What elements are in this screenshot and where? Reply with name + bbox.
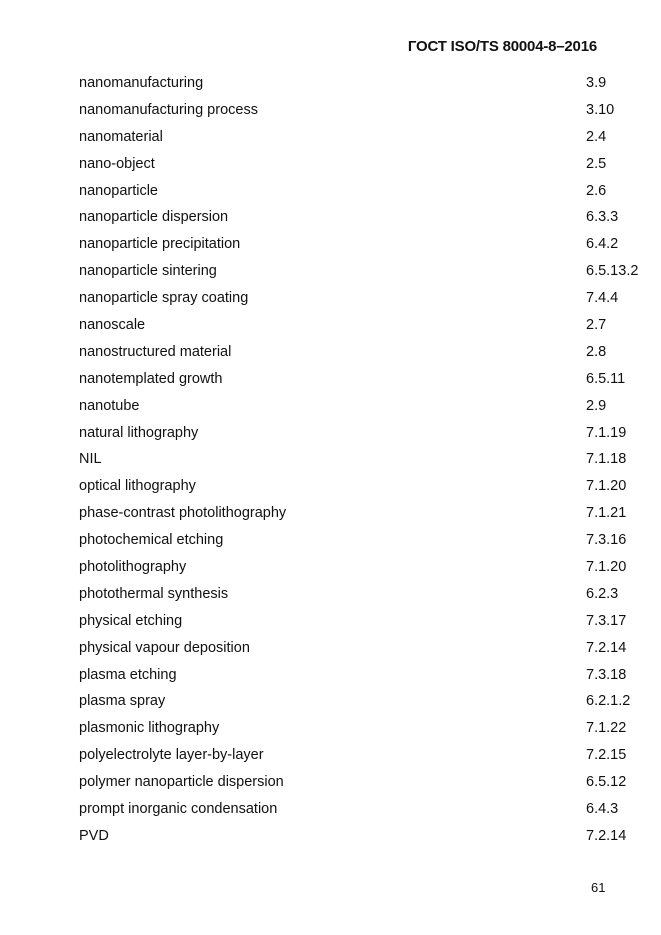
index-term: nanoparticle precipitation [79,236,241,253]
index-entry [79,258,649,285]
index-reference: 7.1.22 [586,720,627,737]
index-reference: 7.1.19 [586,424,627,441]
index-reference: 6.4.3 [586,801,619,818]
index-reference: 7.2.14 [586,639,627,656]
index-reference: 2.5 [586,155,607,172]
index-term: physical etching [79,612,183,629]
index-term: nano-object [79,155,155,172]
index-entry [79,339,649,366]
index-term: PVD [79,827,109,844]
index-reference: 6.5.11 [586,370,626,387]
index-entry [79,446,649,473]
index-term: nanomanufacturing [79,75,204,91]
index-reference: 2.8 [586,343,607,360]
page-number: 61 [591,880,606,895]
index-reference: 2.9 [586,397,607,414]
index-term: plasmonic lithography [79,720,220,737]
index-entry [79,715,649,742]
index-term: natural lithography [79,424,199,441]
index-reference: 7.2.14 [586,827,627,844]
index-reference: 2.4 [586,128,607,145]
index-term: nanoparticle sintering [79,263,217,280]
index-entry [79,366,649,393]
index-entry [79,285,649,312]
index-term: nanoparticle spray coating [79,290,249,307]
index-term: photochemical etching [79,532,224,549]
index-reference: 2.7 [586,317,607,334]
index-term: NIL [79,451,102,468]
index-entry [79,608,649,635]
index-entry [79,823,649,850]
index-entry [79,312,649,339]
index-term: polyelectrolyte layer-by-layer [79,747,264,764]
index-term: physical vapour deposition [79,639,250,656]
index-term: nanoscale [79,317,146,334]
index-reference: 6.2.1.2 [586,693,631,710]
index-entry [79,769,649,796]
index-reference: 2.6 [586,182,607,199]
index-entry [79,420,649,447]
index-term: nanoparticle dispersion [79,209,229,226]
index-reference: 7.3.17 [586,612,627,629]
index-entry [79,124,649,151]
index-entry [79,581,649,608]
index-term: photothermal synthesis [79,585,229,602]
index-term: nanotemplated growth [79,370,223,387]
index-list [79,70,649,850]
index-reference: 6.5.12 [586,774,627,791]
index-reference: 6.4.2 [586,236,619,253]
index-entry [79,70,649,97]
index-entry [79,554,649,581]
index-term: nanoparticle [79,182,158,199]
index-reference: 6.3.3 [586,209,619,226]
index-reference: 6.5.13.2 [586,263,639,280]
index-term: nanostructured material [79,343,232,360]
index-entry [79,473,649,500]
index-entry [79,204,649,231]
index-entry [79,796,649,823]
index-reference: 3.10 [586,101,615,118]
index-reference: 7.4.4 [586,290,619,307]
index-entry [79,742,649,769]
index-entry [79,635,649,662]
index-reference: 7.3.18 [586,666,627,683]
index-entry [79,662,649,689]
index-entry [79,393,649,420]
index-term: nanomanufacturing process [79,101,258,118]
index-reference: 7.3.16 [586,532,627,549]
index-reference: 7.1.20 [586,559,627,576]
index-entry [79,688,649,715]
index-reference: 6.2.3 [586,585,619,602]
index-reference: 3.9 [586,75,607,91]
standard-code-header: ГОСТ ISO/TS 80004-8–2016 [407,38,597,55]
index-term: phase-contrast photolithography [79,505,287,522]
index-entry [79,178,649,205]
index-term: photolithography [79,559,187,576]
index-reference: 7.1.21 [586,505,627,522]
index-entry [79,151,649,178]
index-term: prompt inorganic condensation [79,801,278,818]
index-entry [79,500,649,527]
index-term: nanomaterial [79,128,163,145]
index-reference: 7.1.18 [586,451,627,468]
index-term: optical lithography [79,478,196,495]
index-entry [79,527,649,554]
index-term: plasma spray [79,693,166,710]
index-entry [79,97,649,124]
index-term: polymer nanoparticle dispersion [79,774,284,791]
index-reference: 7.2.15 [586,747,627,764]
index-reference: 7.1.20 [586,478,627,495]
index-term: nanotube [79,397,140,414]
index-entry [79,231,649,258]
index-term: plasma etching [79,666,177,683]
